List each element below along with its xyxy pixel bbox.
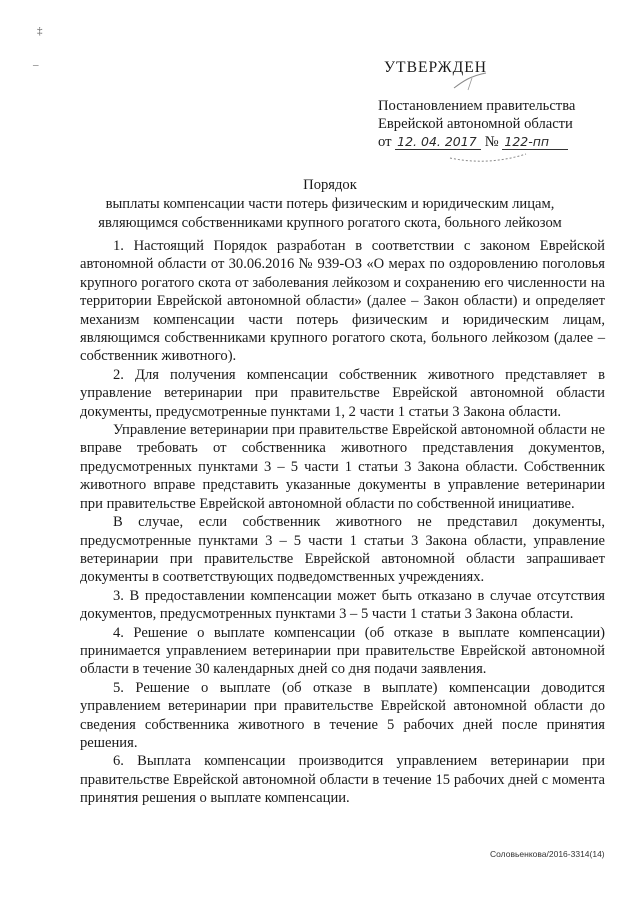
footer-document-code: Соловьенкова/2016-3314(14) <box>490 849 605 859</box>
approval-block <box>378 59 618 151</box>
document-title: Порядок <box>303 177 357 193</box>
document-title-block <box>40 176 620 233</box>
paragraph-5: 5. Решение о выплате (об отказе в выплате) компенсации доводится управлением ветеринарии при правительстве Еврейской автономной области до сведения собственника животного в течение 5 рабочих дней после принятия решения. <box>80 679 605 751</box>
paragraph-3: 3. В предоставлении компенсации может быть отказано в случае отсутствия документов, предусмотренных пунктами 3 – 5 части 1 статьи 3 Закона области. <box>80 587 605 623</box>
document-subtitle-line-2: являющимся собственниками крупного рогатого скота, больного лейкозом <box>98 215 562 231</box>
paragraph-4: 4. Решение о выплате компенсации (об отказе в выплате компенсации) принимается управлением ветеринарии при правительстве Еврейской автономной области в течение 30 календарных дней со дня подачи заявления. <box>80 624 605 678</box>
approved-heading: УТВЕРЖДЕН <box>384 59 488 76</box>
document-subtitle-line-1: выплаты компенсации части потерь физическим и юридическим лицам, <box>105 196 555 212</box>
paragraph-6: 6. Выплата компенсации производится управлением ветеринарии при правительстве Еврейской автономной области в течение 15 рабочих дней с момента принятия решения о выплате компенсации. <box>80 753 605 807</box>
handwritten-date: 12. 04. 2017 <box>395 135 481 150</box>
paragraph-2-case: В случае, если собственник животного не представил документы, предусмотренные пунктами 3 – 5 части 1 статьи 3 Закона области, управление ветеринарии при правительстве Еврейской автономной области запрашивает документы в соответствующих подведомственных учреждениях. <box>80 514 605 586</box>
number-label: № <box>484 134 499 150</box>
approval-region-line: Еврейской автономной области <box>378 116 573 132</box>
document-body <box>80 237 605 808</box>
date-prefix: от <box>378 134 392 150</box>
paragraph-2-continued: Управление ветеринарии при правительстве Еврейской автономной области не вправе требовать от собственника животного представления документов, предусмотренных пунктами 3 – 5 части 1 статьи 3 Закона области. Собственник животного вправе представить указанные документы в управление ветеринарии при правительстве Еврейской автономной области по собственной инициативе. <box>80 422 605 512</box>
approval-resolution-line: Постановлением правительства <box>378 98 576 114</box>
stamp-mark <box>448 148 528 164</box>
signature-mark <box>450 70 490 92</box>
paragraph-1: 1. Настоящий Порядок разработан в соответствии с законом Еврейской автономной области от 30.06.2016 № 939-ОЗ «О мерах по оздоровлению поголовья крупного рогатого скота от заболевания лейкозом и сохранению его численности на территории Еврейской автономной области» (далее – Закон области) и определяет механизм компенсации части потерь физическим и юридическим лицам, являющимся собственниками крупного рогатого скота, больного лейкозом (далее – собственник животного). <box>80 238 605 365</box>
handwritten-number: 122-пп <box>502 135 568 150</box>
margin-mark-top: ‡ <box>37 25 43 37</box>
margin-mark-dash: – <box>33 59 39 71</box>
paragraph-2: 2. Для получения компенсации собственник животного представляет в управление ветеринарии при правительстве Еврейской автономной области документы, предусмотренные пунктами 1, 2 части 1 статьи 3 Закона области. <box>80 366 605 420</box>
